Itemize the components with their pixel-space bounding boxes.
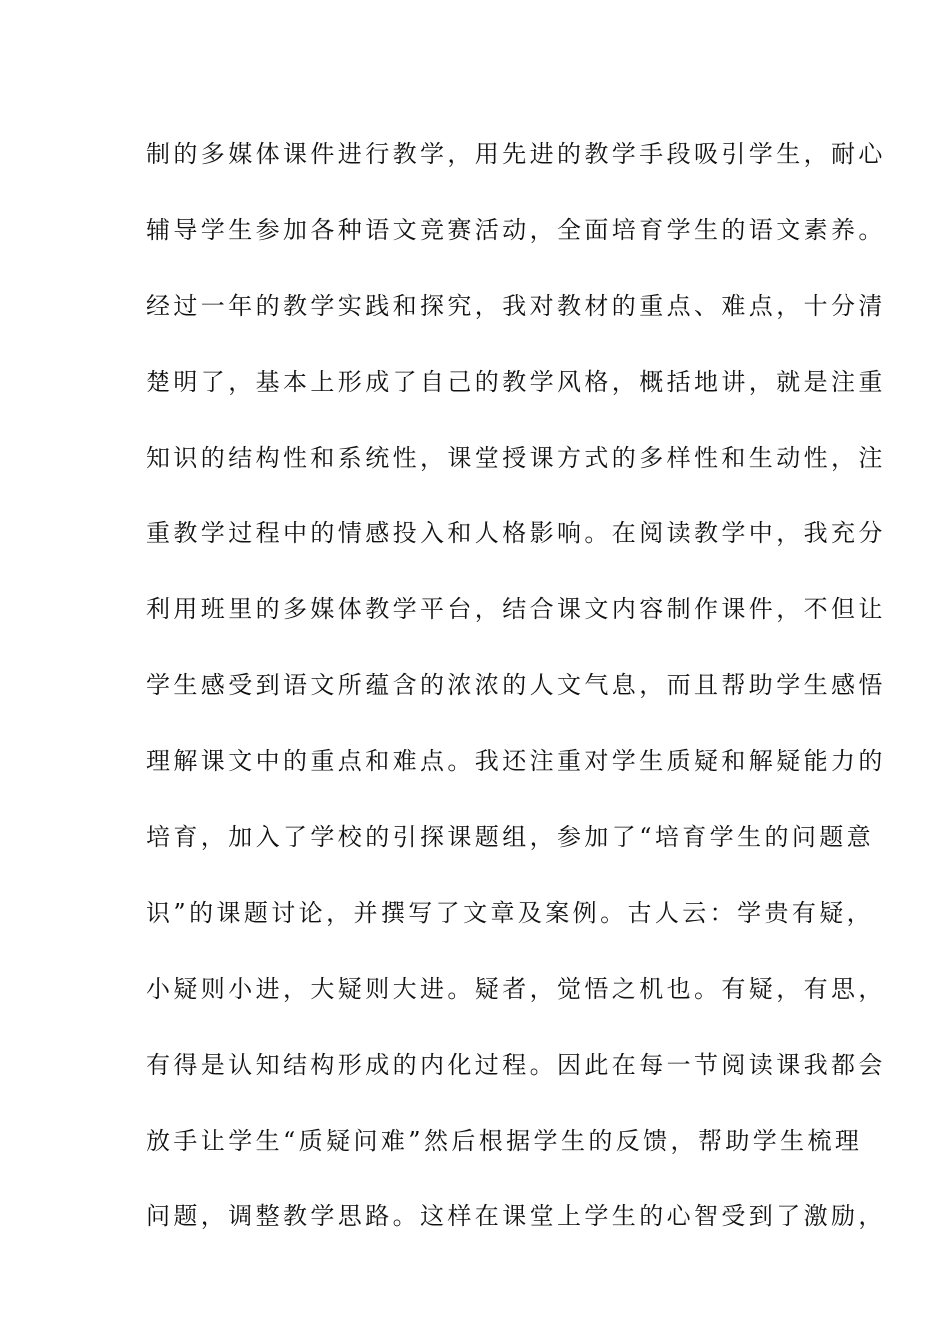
text-line: 经过一年的教学实践和探究，我对教材的重点、难点，十分清: [146, 291, 886, 320]
text-line: 识”的课题讨论，并撰写了文章及案例。古人云：学贵有疑，: [146, 898, 875, 927]
text-line: 制的多媒体课件进行教学，用先进的教学手段吸引学生，耐心: [146, 140, 886, 168]
text-line: 重教学过程中的情感投入和人格影响。在阅读教学中，我充分: [146, 519, 886, 548]
text-line: 有得是认知结构形成的内化过程。因此在每一节阅读课我都会: [146, 1050, 886, 1079]
text-line: 培育，加入了学校的引探课题组，参加了“培育学生的问题意: [146, 823, 875, 852]
text-line: 问题，调整教学思路。这样在课堂上学生的心智受到了激励，: [146, 1202, 886, 1231]
text-line: 学生感受到语文所蕴含的浓浓的人文气息，而且帮助学生感悟: [146, 671, 886, 700]
text-line: 理解课文中的重点和难点。我还注重对学生质疑和解疑能力的: [146, 747, 886, 776]
text-line: 楚明了，基本上形成了自己的教学风格，概括地讲，就是注重: [146, 367, 886, 396]
text-line: 辅导学生参加各种语文竞赛活动，全面培育学生的语文素养。: [146, 215, 886, 244]
body-text: [146, 132, 886, 1270]
text-line: 利用班里的多媒体教学平台，结合课文内容制作课件，不但让: [146, 595, 886, 624]
text-line: 小疑则小进，大疑则大进。疑者，觉悟之机也。有疑，有思，: [146, 974, 886, 1003]
text-line: 知识的结构性和系统性，课堂授课方式的多样性和生动性，注: [146, 443, 886, 472]
text-line: 放手让学生“质疑问难”然后根据学生的反馈，帮助学生梳理: [146, 1126, 863, 1155]
